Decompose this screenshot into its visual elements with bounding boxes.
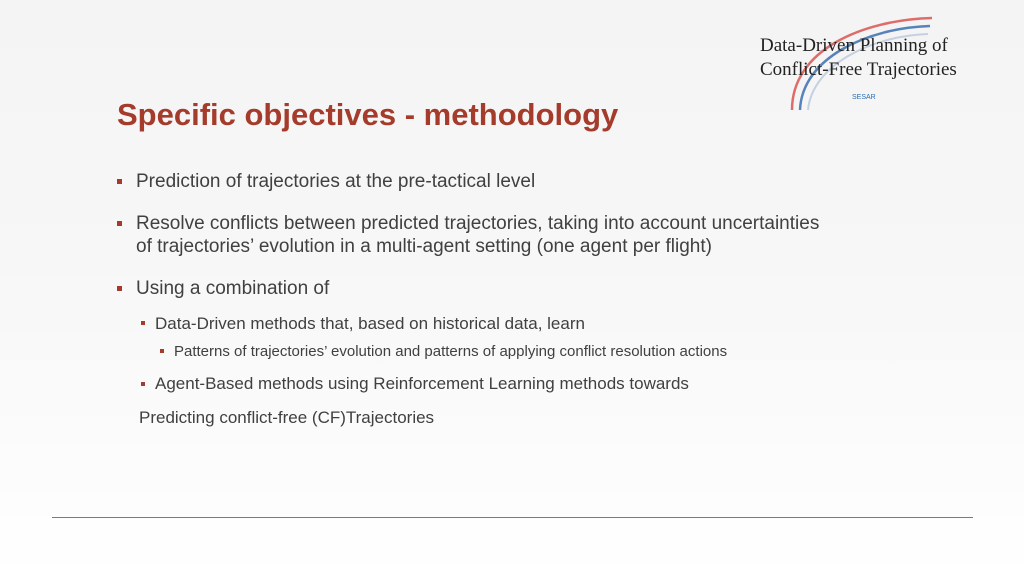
sub-bullet-marker [141, 321, 145, 325]
bullet-marker [117, 286, 122, 291]
bullet-2-line-1: Resolve conflicts between predicted trajectories, taking into account uncertainties [136, 213, 820, 234]
sub-bullet-3-2: Agent-Based methods using Reinforcement Learning methods towards [155, 374, 689, 393]
conclusion-line: Predicting conflict-free (CF)Trajectories [139, 408, 435, 427]
bullet-2-line-2: of trajectories’ evolution in a multi-agent setting (one agent per flight) [136, 236, 712, 257]
bullet-1: Prediction of trajectories at the pre-tactical level [136, 171, 536, 192]
slide-title: Specific objectives - methodology [117, 97, 619, 132]
bullet-3: Using a combination of [136, 278, 330, 299]
sub-sub-bullet-marker [160, 349, 164, 353]
logo-line-2: Conflict-Free Trajectories [760, 59, 957, 80]
bullet-marker [117, 221, 122, 226]
logo-text [760, 34, 957, 82]
bullet-marker [117, 179, 122, 184]
logo-line-1: Data-Driven Planning of [760, 35, 948, 56]
footer-divider [52, 517, 973, 518]
sesar-badge: SESAR [852, 94, 876, 101]
project-logo [752, 10, 1012, 115]
sub-sub-bullet-3-1-1: Patterns of trajectories’ evolution and patterns of applying conflict resolution actions [174, 343, 728, 360]
sub-bullet-marker [141, 382, 145, 386]
sub-bullet-3-1: Data-Driven methods that, based on historical data, learn [155, 314, 585, 333]
